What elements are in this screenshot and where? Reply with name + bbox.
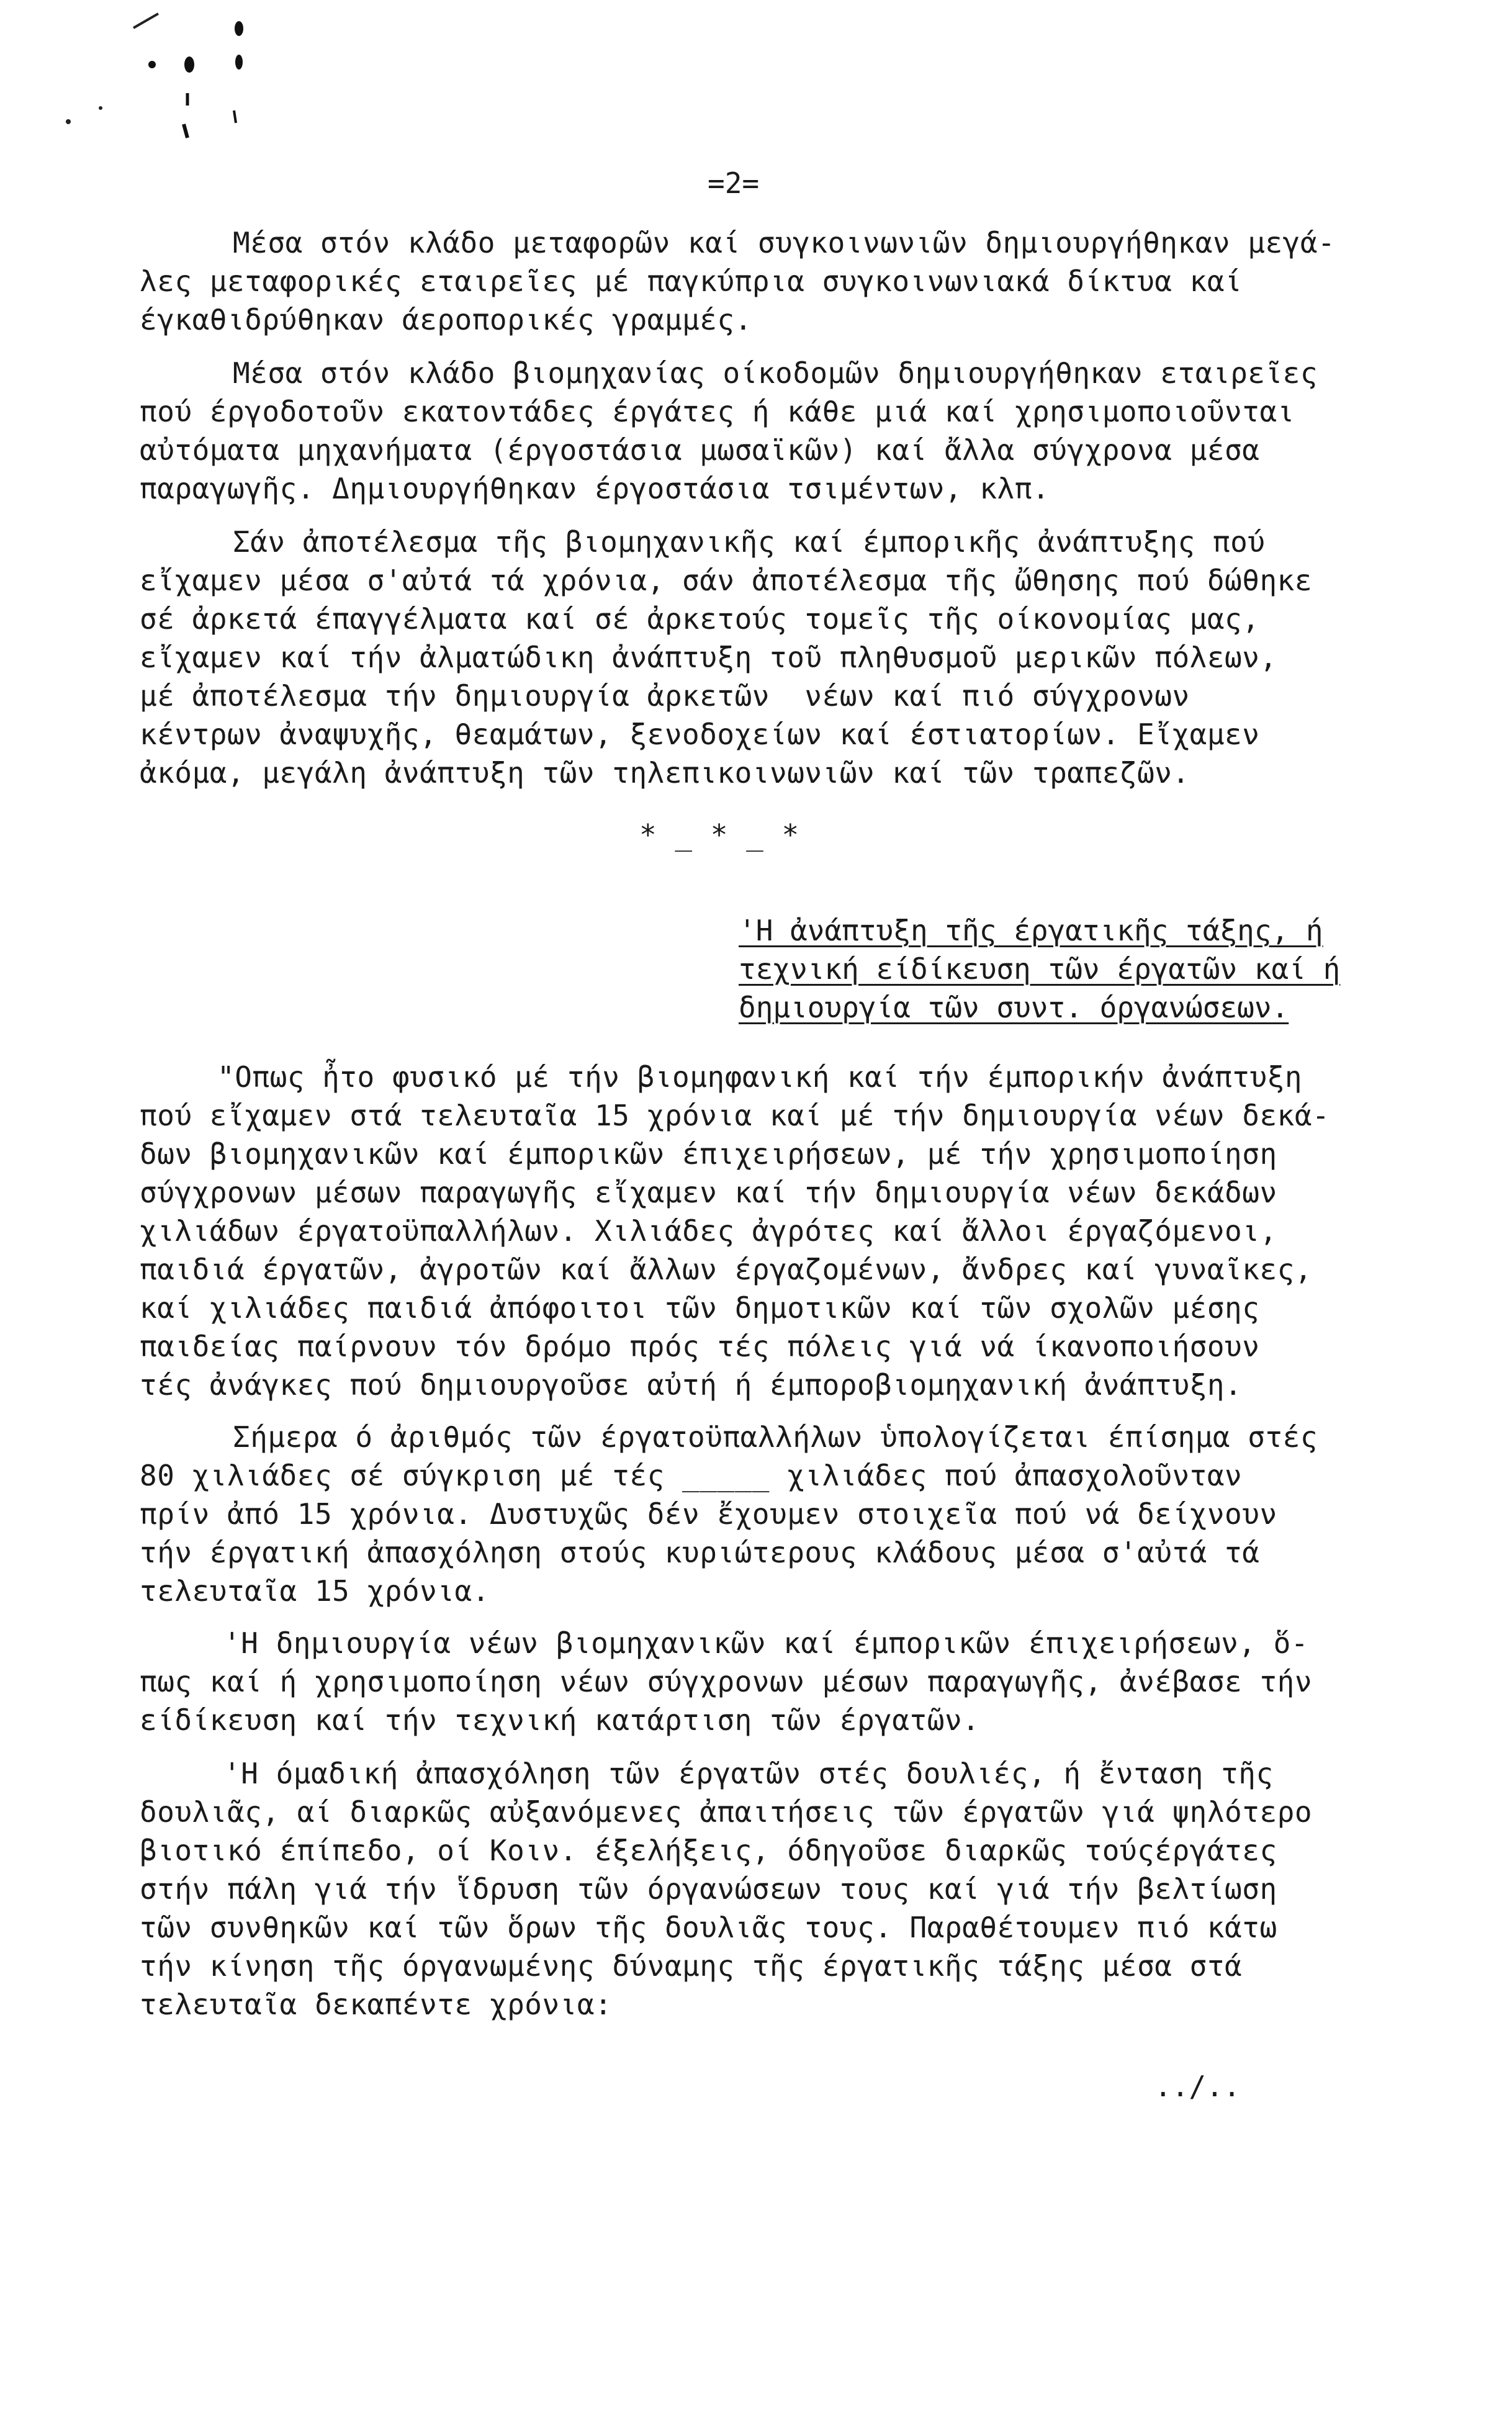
scan-mark-dot [235, 21, 243, 36]
continuation-mark: ../.. [1154, 2070, 1241, 2103]
text-line: αὐτόματα μηχανήματα (έργοστάσια μωσαϊκῶν) καί ἄλλα σύγχρονα μέσα [140, 433, 1260, 467]
text-line: βιοτικό έπίπεδο, οί Κοιν. έξελήξεις, όδηγοῦσε διαρκῶς τούςέργάτες [140, 1834, 1277, 1867]
text-line: έγκαθιδρύθηκαν άεροπορικές γραμμές. [140, 303, 752, 336]
text-line: 'Η όμαδική ἀπασχόληση τῶν έργατῶν στές δουλιές, ή ἔνταση τῆς [223, 1757, 1274, 1790]
text-line: λες μεταφορικές εταιρεῖες μέ παγκύπρια συγκοινωνιακά δίκτυα καί [140, 264, 1243, 298]
scan-mark-dot [99, 106, 102, 110]
text-line: δουλιᾶς, αί διαρκῶς αὐξανόμενες ἀπαιτήσεις τῶν έργατῶν γιά ψηλότερο [140, 1795, 1313, 1829]
text-line: πως καί ή χρησιμοποίηση νέων σύγχρονων μέσων παραγωγῆς, ἀνέβασε τήν [140, 1665, 1313, 1698]
text-line: κέντρων ἀναψυχῆς, θεαμάτων, ξενοδοχείων καί έστιατορίων. Εἴχαμεν [140, 718, 1260, 751]
page-number: =2= [708, 166, 760, 200]
scan-mark-dot [66, 119, 71, 124]
scan-mark-stroke [184, 124, 187, 138]
heading-line: 'Η ἀνάπτυξη τῆς έργατικῆς τάξης, ή [739, 914, 1323, 947]
text-line: μέ ἀποτέλεσμα τήν δημιουργία ἀρκετῶν νέων καί πιό σύγχρονων [140, 679, 1190, 713]
scan-mark-stroke [133, 14, 158, 28]
text-line: Μέσα στόν κλάδο μεταφορῶν καί συγκοινωνιῶν δημιουργήθηκαν μεγά- [233, 226, 1336, 259]
scan-mark-dot [235, 55, 243, 70]
text-line: τήν κίνηση τῆς όργανωμένης δύναμης τῆς έργατικῆς τάξης μέσα στά [140, 1949, 1243, 1983]
scan-mark-dot [184, 56, 194, 73]
heading-line: δημιουργία τῶν συντ. όργανώσεων. [739, 991, 1289, 1024]
text-line: παραγωγῆς. Δημιουργήθηκαν έργοστάσια τσιμέντων, κλπ. [140, 472, 1050, 505]
text-line: τελευταῖα 15 χρόνια. [140, 1574, 490, 1608]
text-line: πού εἴχαμεν στά τελευταῖα 15 χρόνια καί μέ τήν δημιουργία νέων δεκά- [140, 1099, 1330, 1132]
scan-margin-marks [0, 0, 261, 149]
text-line: τελευταῖα δεκαπέντε χρόνια: [140, 1988, 613, 2021]
text-line: στήν πάλη γιά τήν ἵδρυση τῶν όργανώσεων τους καί γιά τήν βελτίωση [140, 1872, 1277, 1906]
text-line: παιδιά έργατῶν, ἀγροτῶν καί ἄλλων έργαζομένων, ἄνδρες καί γυναῖκες, [140, 1253, 1313, 1286]
text-line: δων βιομηχανικῶν καί έμπορικῶν έπιχειρήσεων, μέ τήν χρησιμοποίηση [140, 1137, 1277, 1171]
text-line: "Οπως ἦτο φυσικό μέ τήν βιομηφανική καί τήν έμπορικήν ἀνάπτυξη [217, 1060, 1303, 1094]
text-line: πού έργοδοτοῦν εκατοντάδες έργάτες ή κάθε μιά καί χρησιμοποιοῦνται [140, 395, 1295, 428]
scan-mark-dot [148, 61, 156, 68]
text-line: Σήμερα ό ἀριθμός τῶν έργατοϋπαλλήλων ὑπολογίζεται έπίσημα στές [233, 1420, 1318, 1454]
text-line: τές ἀνάγκες πού δημιουργοῦσε αὐτή ή έμποροβιομηχανική ἀνάπτυξη. [140, 1368, 1243, 1402]
text-line: παιδείας παίρνουν τόν δρόμο πρός τές πόλεις γιά νά ίκανοποιήσουν [140, 1330, 1260, 1363]
text-line: πρίν ἀπό 15 χρόνια. Δυστυχῶς δέν ἔχουμεν στοιχεῖα πού νά δείχνουν [140, 1497, 1277, 1531]
text-line: 'Η δημιουργία νέων βιομηχανικῶν καί έμπορικῶν έπιχειρήσεων, ὅ- [223, 1626, 1309, 1660]
text-line: τῶν συνθηκῶν καί τῶν ὅρων τῆς δουλιᾶς τους. Παραθέτουμεν πιό κάτω [140, 1911, 1277, 1944]
text-line: καί χιλιάδες παιδιά ἀπόφοιτοι τῶν δημοτικῶν καί τῶν σχολῶν μέσης [140, 1291, 1260, 1325]
text-line: 80 χιλιάδες σέ σύγκριση μέ τές _____ χιλιάδες πού ἀπασχολοῦνταν [140, 1459, 1243, 1492]
text-line: χιλιάδων έργατοϋπαλλήλων. Χιλιάδες ἀγρότες καί ἄλλοι έργαζόμενοι, [140, 1214, 1277, 1248]
text-line: Μέσα στόν κλάδο βιομηχανίας οίκοδομῶν δημιουργήθηκαν εταιρεῖες [233, 356, 1318, 390]
text-line: είδίκευση καί τήν τεχνική κατάρτιση τῶν έργατῶν. [140, 1703, 980, 1737]
section-separator: * _ * _ * [639, 818, 800, 852]
text-line: εἴχαμεν μέσα σ'αὐτά τά χρόνια, σάν ἀποτέλεσμα τῆς ὤθησης πού δώθηκε [140, 564, 1313, 597]
text-line: σύγχρονων μέσων παραγωγῆς εἴχαμεν καί τήν δημιουργία νέων δεκάδων [140, 1176, 1277, 1209]
text-line: Σάν ἀποτέλεσμα τῆς βιομηχανικῆς καί έμπορικῆς ἀνάπτυξης πού [233, 525, 1266, 559]
scan-mark-stroke [234, 110, 236, 123]
text-line: σέ ἀρκετά έπαγγέλματα καί σέ ἀρκετούς τομεῖς τῆς οίκονομίας μας, [140, 602, 1260, 636]
text-line: ἀκόμα, μεγάλη ἀνάπτυξη τῶν τηλεπικοινωνιῶν καί τῶν τραπεζῶν. [140, 756, 1190, 790]
heading-line: τεχνική είδίκευση τῶν έργατῶν καί ή [739, 952, 1341, 986]
text-line: εἴχαμεν καί τήν ἀλματώδικη ἀνάπτυξη τοῦ πληθυσμοῦ μερικῶν πόλεων, [140, 641, 1277, 674]
text-line: τήν έργατική ἀπασχόληση στούς κυριώτερους κλάδους μέσα σ'αὐτά τά [140, 1536, 1260, 1569]
